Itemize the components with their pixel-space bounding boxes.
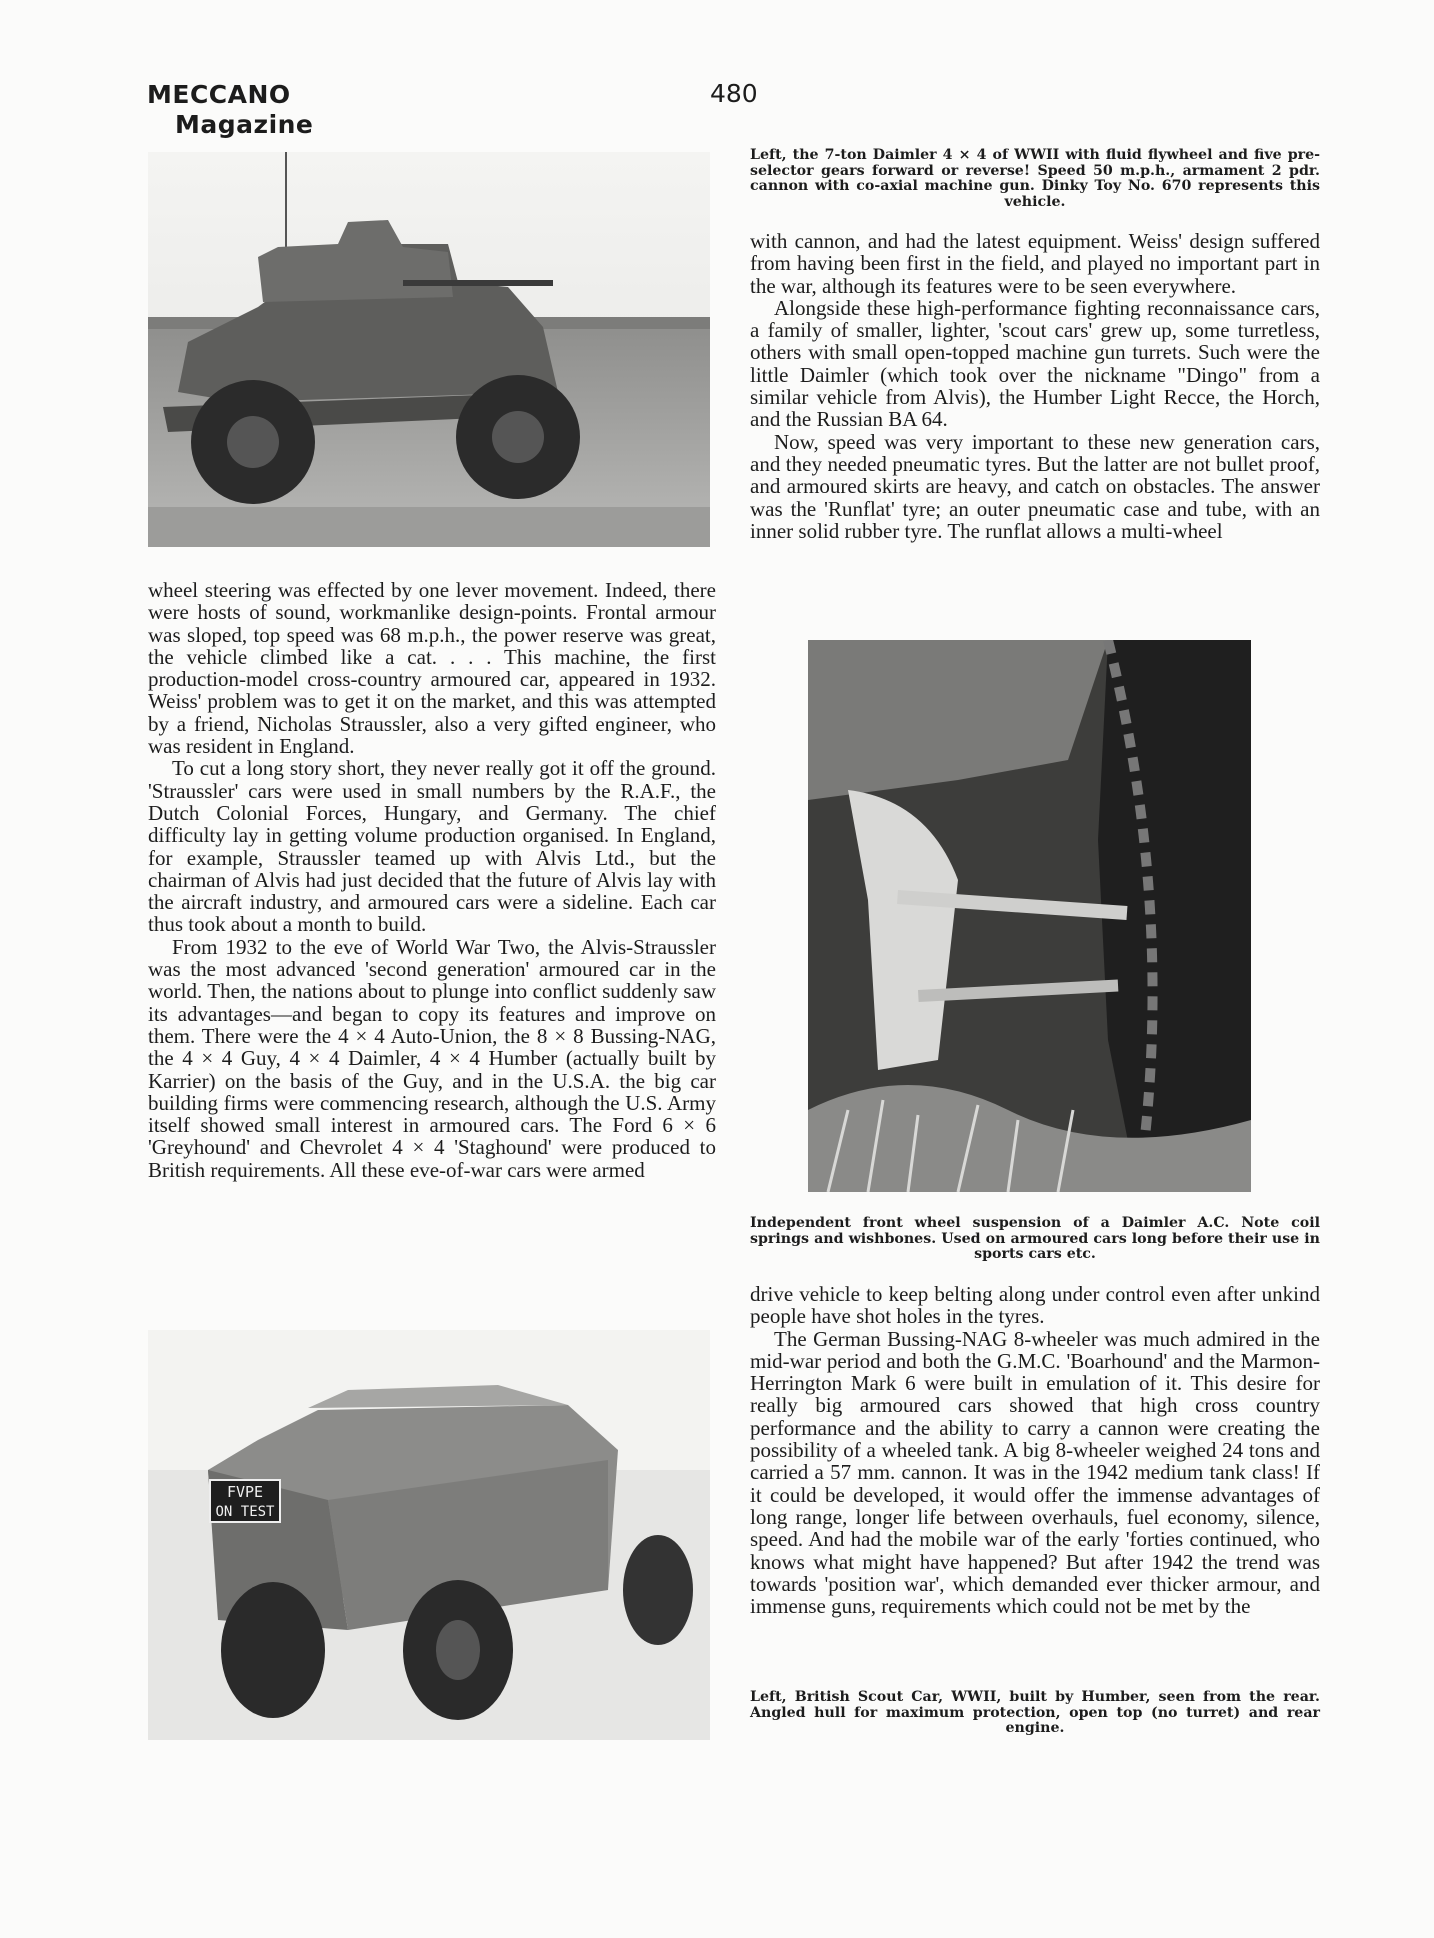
- plate-line1: FVPE: [226, 1483, 264, 1501]
- paragraph: Now, speed was very important to these new generation cars, and they needed pneumatic tyres. But the latter are not bullet proof, and armoured skirts are heavy, and catch on obstacles. The answer was the 'Runflat' tyre; an outer pneumatic case and tube, with an inner solid rubber tyre. The runflat allows a multi-wheel: [750, 429, 1320, 543]
- caption-suspension: Independent front wheel suspension of a Daimler A.C. Note coil springs and wishbones. Used on armoured cars long before their use in sports cars etc.: [750, 1215, 1320, 1262]
- paragraph: From 1932 to the eve of World War Two, the Alvis-Straussler was the most advanced 'second generation' armoured car in the world. Then, the nations about to plunge into conflict suddenly saw its advantages—and began to copy its features and improve on them. There were the 4 × 4 Auto-Union, the 8 × 8 Bussing-NAG, the 4 × 4 Guy, 4 × 4 Daimler, 4 × 4 Humber (actually built by Karrier) on the basis of the Guy, and in the U.S.A. the big car building firms were commencing research, although the U.S. Army itself showed small interest in armoured cars. The Ford 6 × 6 'Greyhound' and Chevrolet 4 × 4 'Staghound' were produced to British requirements. All these eve-of-war cars were armed: [148, 934, 716, 1182]
- paragraph: drive vehicle to keep belting along under control even after unkind people have shot holes in the tyres.: [750, 1282, 1320, 1329]
- masthead-subtitle: Magazine: [175, 110, 314, 139]
- armoured-car-photo: [148, 152, 710, 547]
- paragraph: To cut a long story short, they never really got it off the ground. 'Straussler' cars were used in small numbers by the R.A.F., the Dutch Colonial Forces, Hungary, and Germany. The chief difficulty lay in getting volume production organised. In England, for example, Straussler teamed up with Alvis Ltd., but the chairman of Alvis had just decided that the future of Alvis lay with the aircraft industry, and armoured cars were a sideline. Each car thus took about a month to build.: [148, 756, 716, 937]
- page-number: 480: [710, 79, 758, 108]
- masthead-title: MECCANO: [147, 80, 291, 109]
- caption-daimler: Left, the 7-ton Daimler 4 × 4 of WWII with fluid flywheel and five pre-selector gears forward or reverse! Speed 50 m.p.h., armament 2 pdr. cannon with co-axial machine gun. Dinky Toy No. 670 represents this vehicle.: [750, 147, 1320, 210]
- paragraph: The German Bussing-NAG 8-wheeler was much admired in the mid-war period and both the G.M.C. 'Boarhound' and the Marmon-Herrington Mark 6 were built in emulation of it. This desire for really big armoured cars showed that high cross country performance and the ability to carry a cannon were creating the possibility of a wheeled tank. A big 8-wheeler weighed 24 tons and carried a 57 mm. cannon. It was in the 1942 medium tank class! If it could be developed, it would offer the immense advantages of long range, longer life between overhauls, fuel economy, silence, speed. And had the mobile war of the early 'forties continued, who knows what might have happened? But after 1942 the trend was towards 'position war', which demanded ever thicker armour, and immense guns, requirements which could not be met by the: [750, 1326, 1320, 1619]
- caption-scout: Left, British Scout Car, WWII, built by Humber, seen from the rear. Angled hull for maximum protection, open top (no turret) and rear engine.: [750, 1689, 1320, 1736]
- suspension-photo: [808, 640, 1251, 1192]
- paragraph: wheel steering was effected by one lever movement. Indeed, there were hosts of sound, workmanlike design-points. Frontal armour was sloped, top speed was 68 m.p.h., the power reserve was great, the vehicle climbed like a cat. . . . This machine, the first production-model cross-country armoured car, appeared in 1932. Weiss' problem was to get it on the market, and this was attempted by a friend, Nicholas Straussler, also a very gifted engineer, who was resident in England.: [148, 578, 716, 759]
- paragraph: Alongside these high-performance fighting reconnaissance cars, a family of smaller, lighter, 'scout cars' grew up, some turretless, others with small open-topped machine gun turrets. Such were the little Daimler (which took over the nickname "Dingo" from a similar vehicle from Alvis), the Humber Light Recce, the Horch, and the Russian BA 64.: [750, 295, 1320, 432]
- masthead: [147, 80, 313, 140]
- scout-car-photo: [148, 1330, 710, 1740]
- plate-line2: ON TEST: [215, 1504, 275, 1520]
- left-column: [148, 579, 716, 1181]
- right-column-bottom: [750, 1283, 1320, 1617]
- paragraph: with cannon, and had the latest equipment. Weiss' design suffered from having been first in the field, and played no important part in the war, although its features were to be seen everywhere.: [750, 229, 1320, 298]
- right-column-top: [750, 230, 1320, 542]
